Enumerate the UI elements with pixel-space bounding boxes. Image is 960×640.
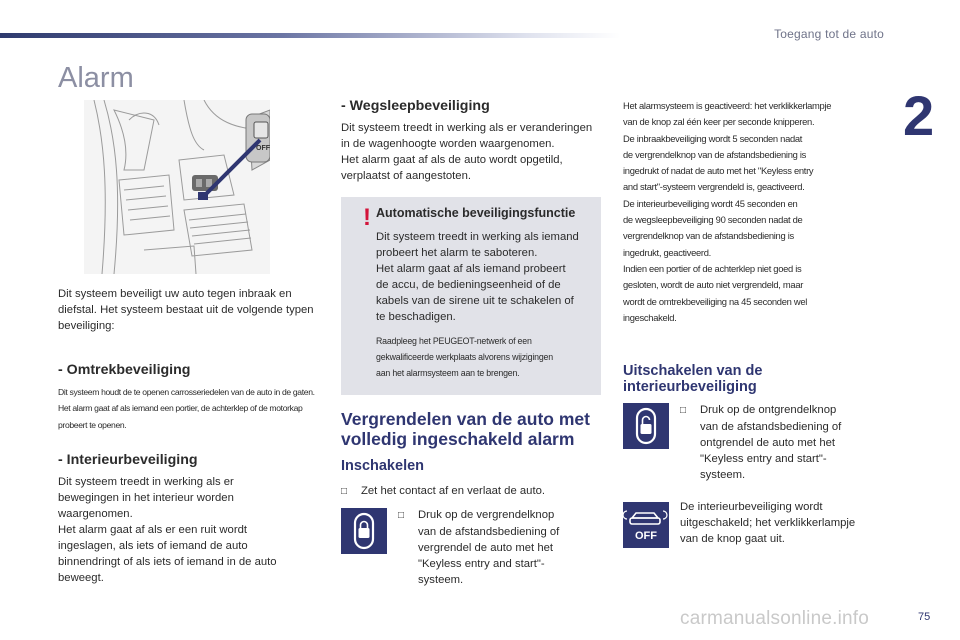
- omtrek-title: - Omtrekbeveiliging: [58, 362, 191, 378]
- status-line: vergrendelknop van de afstandsbediening is: [623, 230, 794, 242]
- lock-title-line: Vergrendelen van de auto met: [341, 409, 590, 429]
- disable-step-line: ontgrendel de auto met het: [700, 437, 836, 449]
- disable-result-line: uitgeschakeld; het verklikkerlampje: [680, 517, 856, 529]
- console-drawing-icon: [84, 100, 270, 274]
- section-title: Toegang tot de auto: [774, 27, 884, 41]
- wegsleep-title: - Wegsleepbeveiliging: [341, 98, 490, 114]
- off-label: OFF: [635, 530, 657, 542]
- status-line: ingedrukt of nadat de auto met het "Keyless entry: [623, 165, 814, 177]
- status-text: [623, 98, 893, 326]
- interieur-line: Dit systeem treedt in werking als er: [58, 476, 234, 488]
- warning-box: [341, 197, 601, 395]
- console-illustration: [84, 100, 270, 274]
- omtrek-line: Het alarm gaat af als iemand een portier, de achterklep of de motorkap: [58, 403, 303, 414]
- warning-line: probeert het alarm te saboteren.: [376, 247, 538, 259]
- inschakelen-title: Inschakelen: [341, 458, 425, 474]
- lock-step-2-line: vergrendel de auto met het: [418, 542, 554, 554]
- warning-line: Dit systeem treedt in werking als iemand: [376, 231, 579, 243]
- warning-note-line: aan het alarmsysteem aan te brengen.: [376, 368, 520, 378]
- warning-text: [376, 229, 598, 325]
- page-number: 75: [918, 611, 931, 623]
- status-line: de wegsleepbeveiliging 90 seconden nadat de: [623, 214, 803, 226]
- intro-text: Dit systeem beveiligt uw auto tegen inbraak en diefstal. Het systeem bestaat uit de volgende typen beveiliging:: [58, 288, 314, 332]
- status-line: gesloten, wordt de auto niet vergrendeld, maar: [623, 279, 804, 291]
- interieur-title: - Interieurbeveiliging: [58, 452, 198, 468]
- warning-line: Het alarm gaat af als iemand probeert: [376, 263, 566, 275]
- warning-icon: !: [363, 204, 371, 231]
- warning-title: Automatische beveiligingsfunctie: [376, 206, 576, 220]
- status-line: and start"-systeem vergrendeld is, geactiveerd.: [623, 181, 805, 193]
- lock-step-2-line: Druk op de vergrendelknop: [418, 509, 555, 521]
- checkbox-bullet-icon: □: [680, 405, 687, 416]
- interieur-line: ingeslagen, als iets of iemand de auto: [58, 540, 248, 552]
- status-line: De inbraakbeveiliging wordt 5 seconden nadat: [623, 132, 803, 144]
- status-line: Indien een portier of de achterklep niet goed is: [623, 262, 802, 274]
- checkbox-bullet-icon: □: [341, 486, 348, 497]
- checkbox-bullet-icon: □: [398, 510, 405, 521]
- interieur-line: Het alarm gaat af als er een ruit wordt: [58, 524, 247, 536]
- interieur-text: [58, 474, 323, 586]
- warning-line: kabels van de sirene uit te schakelen of: [376, 295, 574, 307]
- status-line: ingedrukt, geactiveerd.: [623, 246, 711, 258]
- interieur-line: waargenomen.: [58, 508, 133, 520]
- lock-step-2-line: systeem.: [418, 574, 464, 586]
- lock-step-2: [398, 507, 588, 588]
- lock-step-2-line: van de afstandsbediening of: [418, 526, 560, 538]
- disable-title-line: Uitschakelen van de: [623, 363, 763, 379]
- disable-result: [680, 499, 890, 547]
- omtrek-line: Dit systeem houdt de te openen carrosseriedelen van de auto in de gaten.: [58, 387, 315, 397]
- omtrek-line: probeert te openen.: [58, 419, 127, 430]
- interieur-line: binnendringt of als iets of iemand in de auto: [58, 556, 277, 568]
- chapter-number: 2: [903, 84, 935, 147]
- warning-note-line: gekwalificeerde werkplaats alvorens wijzigingen: [376, 352, 553, 362]
- disable-step-line: van de afstandsbediening of: [700, 421, 842, 433]
- disable-step-line: systeem.: [700, 469, 746, 481]
- disable-result-line: De interieurbeveiliging wordt: [680, 501, 823, 513]
- interieur-line: bewegingen in het interieur worden: [58, 492, 234, 504]
- lock-step-1-text: Zet het contact af en verlaat de auto.: [361, 485, 546, 497]
- disable-step: [680, 402, 880, 483]
- disable-title-line: interieurbeveiliging: [623, 379, 757, 395]
- lock-key-button-icon: [341, 508, 387, 554]
- wegsleep-line: in de wagenhoogte worden waargenomen.: [341, 138, 555, 150]
- disable-result-line: van de knop gaat uit.: [680, 533, 785, 545]
- lock-title-line: volledig ingeschakeld alarm: [341, 429, 575, 449]
- off-label-illustration: OFF: [256, 145, 270, 152]
- status-line: wordt de omtrekbeveiliging na 45 seconden wel: [623, 295, 808, 307]
- wegsleep-line: Dit systeem treedt in werking als er veranderingen: [341, 122, 593, 134]
- interieur-line: beweegt.: [58, 572, 104, 584]
- wegsleep-line: verplaatst of aangestoten.: [341, 170, 472, 182]
- disable-section-title: [623, 363, 853, 395]
- alarm-off-button-icon: [623, 502, 669, 548]
- warning-note: [376, 333, 600, 381]
- lock-step-2-line: "Keyless entry and start"-: [418, 558, 545, 570]
- disable-step-line: Druk op de ontgrendelknop: [700, 404, 837, 416]
- warning-line: te beschadigen.: [376, 311, 456, 323]
- disable-step-line: "Keyless entry and start"-: [700, 453, 827, 465]
- lock-section-title: [341, 409, 611, 449]
- watermark: carmanualsonline.info: [680, 608, 870, 629]
- header-bar: [0, 33, 620, 38]
- warning-line: de accu, de bedieningseenheid of de: [376, 279, 561, 291]
- status-line: ingeschakeld.: [623, 311, 677, 323]
- wegsleep-text: [341, 120, 606, 184]
- omtrek-text: [58, 384, 328, 433]
- lock-step-1: [341, 483, 611, 500]
- status-line: van de knop zal één keer per seconde knipperen.: [623, 116, 815, 128]
- page-title: Alarm: [58, 62, 134, 94]
- status-line: de vergrendelknop van de afstandsbediening is: [623, 148, 806, 160]
- wegsleep-line: Het alarm gaat af als de auto wordt opgetild,: [341, 154, 563, 166]
- warning-note-line: Raadpleeg het PEUGEOT-netwerk of een: [376, 336, 532, 346]
- unlock-key-button-icon: [623, 403, 669, 449]
- status-line: Het alarmsysteem is geactiveerd: het verklikkerlampje: [623, 100, 832, 111]
- status-line: De interieurbeveiliging wordt 45 seconden en: [623, 197, 798, 209]
